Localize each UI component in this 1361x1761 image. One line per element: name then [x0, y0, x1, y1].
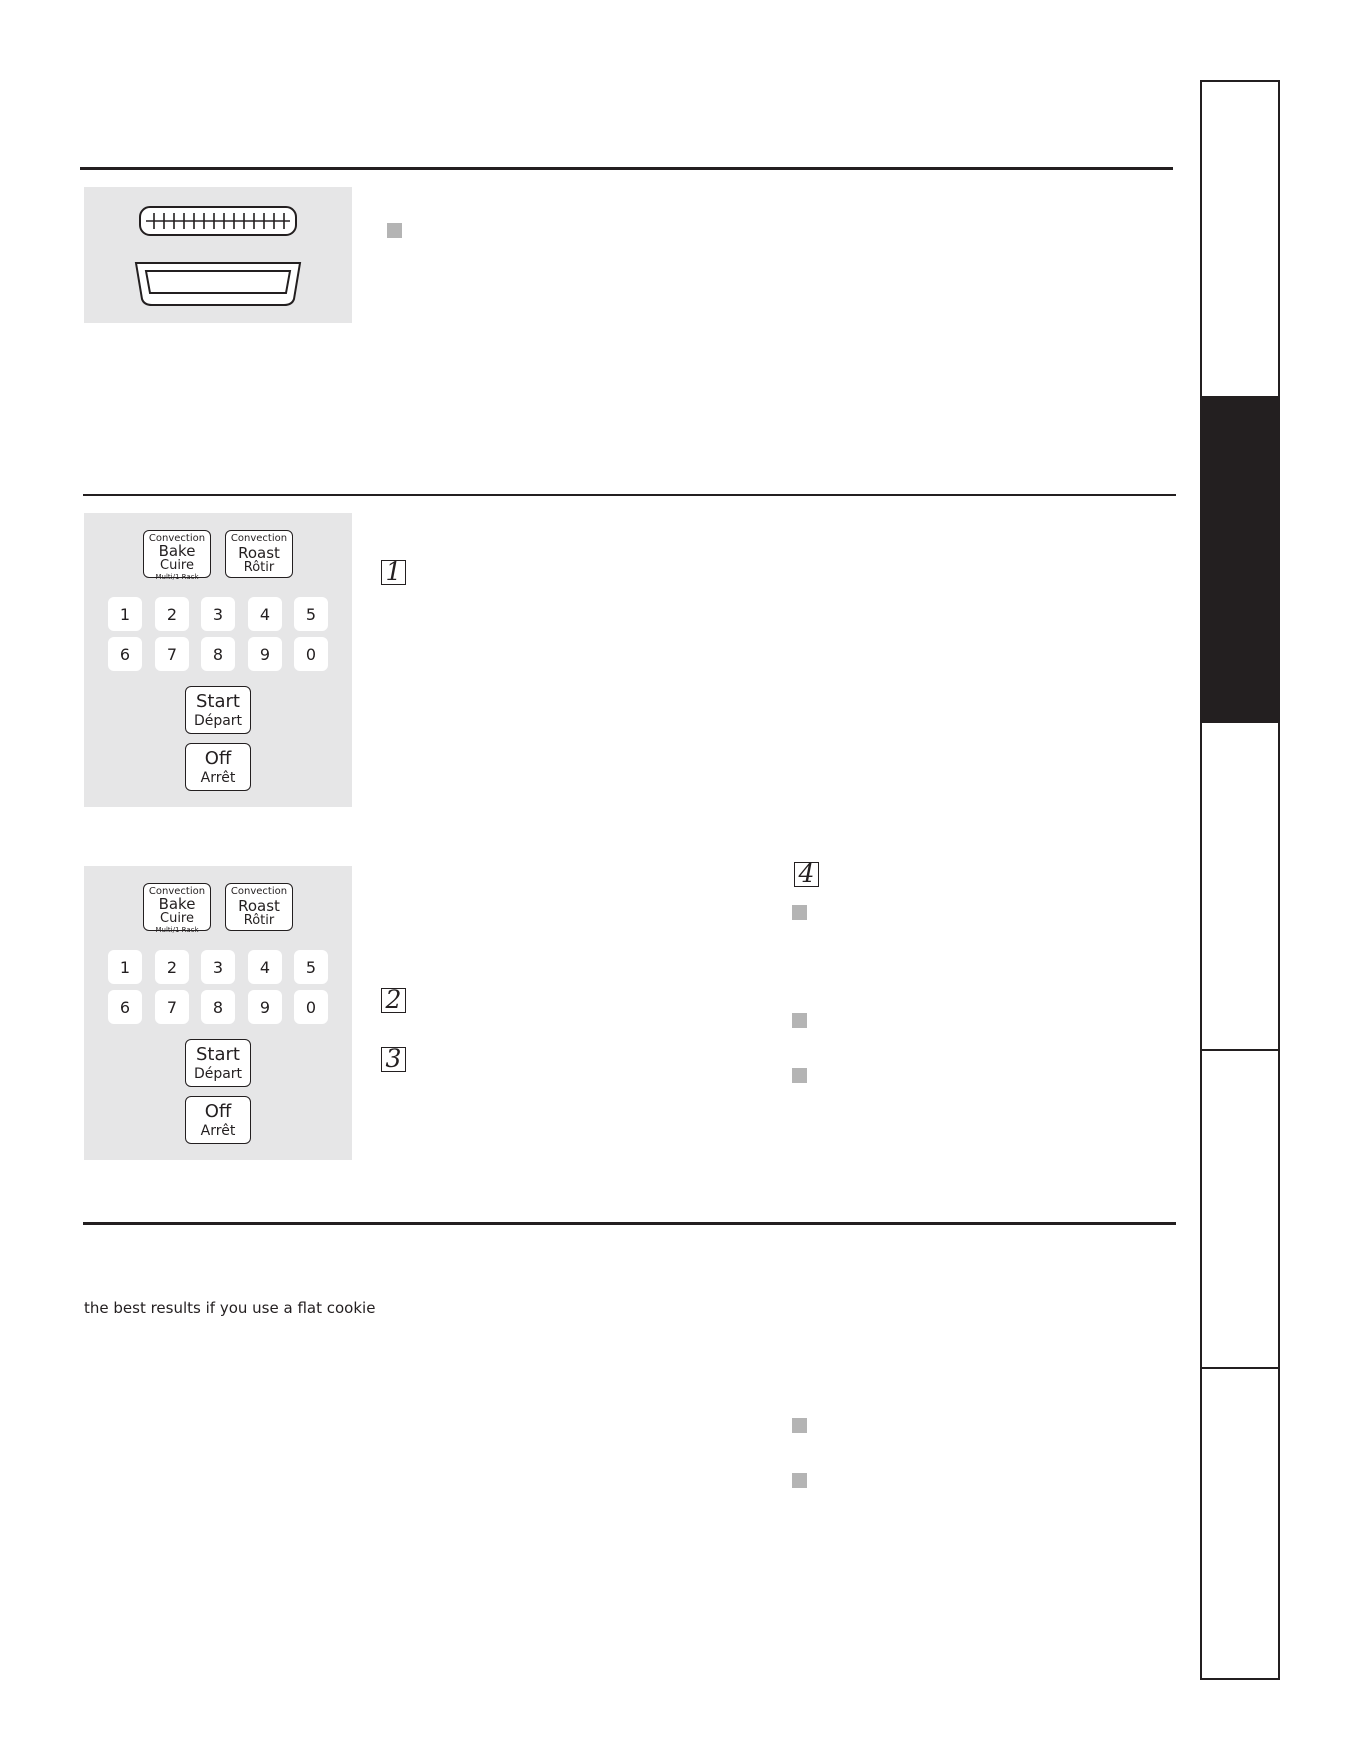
step-marker-4: 4: [794, 862, 819, 887]
section-rule-1: [80, 167, 1173, 170]
step-marker-3: 3: [381, 1047, 406, 1072]
section-tab-1[interactable]: [1200, 80, 1280, 398]
section-rule-2: [83, 494, 1176, 496]
bullet: [792, 1473, 807, 1488]
digit-key-6[interactable]: 6: [108, 637, 142, 671]
broiler-pan-illustration: [84, 187, 352, 323]
digit-key-5[interactable]: 5: [294, 950, 328, 984]
broiler-pan-icon: [84, 187, 352, 323]
digit-key-4[interactable]: 4: [248, 950, 282, 984]
digit-key-0[interactable]: 0: [294, 990, 328, 1024]
digit-key-2[interactable]: 2: [155, 950, 189, 984]
convection-bake-key[interactable]: Convection Bake Cuire Multi/1 Rack: [143, 883, 211, 931]
digit-key-3[interactable]: 3: [201, 597, 235, 631]
section-tab-4[interactable]: [1200, 1049, 1280, 1369]
off-key[interactable]: Off Arrêt: [185, 743, 251, 791]
section-tab-5[interactable]: [1200, 1367, 1280, 1680]
digit-key-1[interactable]: 1: [108, 950, 142, 984]
digit-key-7[interactable]: 7: [155, 637, 189, 671]
digit-key-8[interactable]: 8: [201, 990, 235, 1024]
step-marker-2: 2: [381, 988, 406, 1013]
section-tab-2-active[interactable]: [1200, 396, 1280, 723]
body-text-line: the best results if you use a flat cookie: [84, 1299, 376, 1317]
digit-key-6[interactable]: 6: [108, 990, 142, 1024]
control-panel-2: [84, 866, 352, 1160]
section-rule-3: [83, 1222, 1176, 1225]
digit-key-2[interactable]: 2: [155, 597, 189, 631]
digit-key-0[interactable]: 0: [294, 637, 328, 671]
control-panel-1: [84, 513, 352, 807]
digit-key-1[interactable]: 1: [108, 597, 142, 631]
digit-key-4[interactable]: 4: [248, 597, 282, 631]
bullet: [792, 905, 807, 920]
digit-key-9[interactable]: 9: [248, 990, 282, 1024]
bullet: [792, 1013, 807, 1028]
convection-bake-key[interactable]: Convection Bake Cuire Multi/1 Rack: [143, 530, 211, 578]
digit-key-5[interactable]: 5: [294, 597, 328, 631]
bullet: [792, 1418, 807, 1433]
step-marker-1: 1: [381, 560, 406, 585]
start-key[interactable]: Start Départ: [185, 686, 251, 734]
convection-roast-key[interactable]: Convection Roast Rôtir: [225, 883, 293, 931]
convection-roast-key[interactable]: Convection Roast Rôtir: [225, 530, 293, 578]
digit-key-8[interactable]: 8: [201, 637, 235, 671]
bullet: [792, 1068, 807, 1083]
digit-key-3[interactable]: 3: [201, 950, 235, 984]
digit-key-7[interactable]: 7: [155, 990, 189, 1024]
section-tab-3[interactable]: [1200, 721, 1280, 1051]
start-key[interactable]: Start Départ: [185, 1039, 251, 1087]
digit-key-9[interactable]: 9: [248, 637, 282, 671]
off-key[interactable]: Off Arrêt: [185, 1096, 251, 1144]
bullet: [387, 223, 402, 238]
